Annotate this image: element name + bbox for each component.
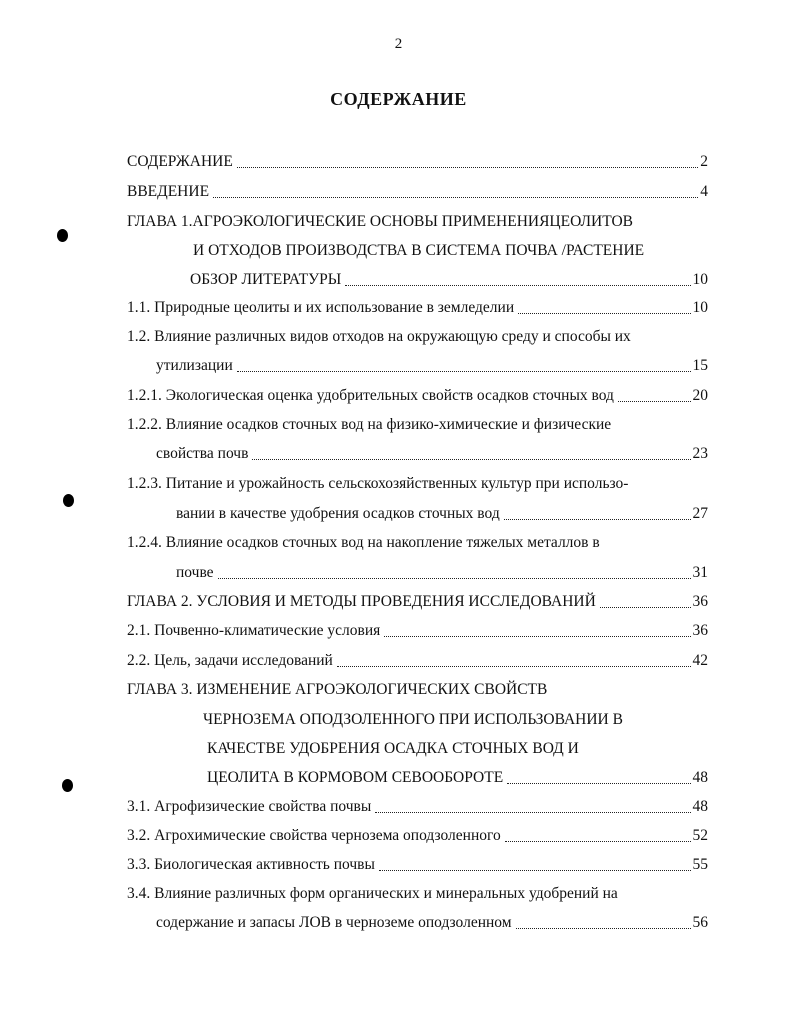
toc-leader-dots (218, 577, 691, 579)
toc-entry-text: 2.2. Цель, задачи исследований (127, 652, 333, 669)
toc-entry-text: СОДЕРЖАНИЕ (127, 153, 233, 170)
toc-entry-page: 10 (692, 271, 708, 288)
toc-entry[interactable] (127, 797, 708, 817)
toc-entry-text: ЧЕРНОЗЕМА ОПОДЗОЛЕННОГО ПРИ ИСПОЛЬЗОВАНИИ В (203, 711, 623, 728)
toc-entry[interactable] (156, 356, 708, 376)
toc-entry-page: 55 (692, 856, 708, 873)
toc-entry-text: 2.1. Почвенно-климатические условия (127, 622, 381, 639)
toc-entry-page: 15 (692, 357, 708, 374)
binding-hole-mark-middle (63, 494, 74, 507)
toc-entry-page: 20 (692, 387, 708, 404)
toc-entry-text: 3.4. Влияние различных форм органических и минеральных удобрений на (127, 885, 618, 902)
toc-entry-page: 48 (692, 769, 708, 786)
toc-entry[interactable] (127, 474, 727, 494)
toc-entry-page: 42 (692, 652, 708, 669)
toc-leader-dots (516, 927, 691, 929)
toc-entry-text: 1.2.3. Питание и урожайность сельскохозяйственных культур при использо- (127, 475, 629, 492)
toc-entry-text: 3.1. Агрофизические свойства почвы (127, 798, 372, 815)
toc-leader-dots (618, 400, 691, 402)
toc-entry-page: 23 (692, 445, 708, 462)
toc-leader-dots (507, 782, 690, 784)
page-title: СОДЕРЖАНИЕ (330, 89, 467, 109)
toc-entry-page: 48 (692, 798, 708, 815)
toc-entry[interactable] (207, 768, 708, 788)
toc-entry-text: 3.2. Агрохимические свойства чернозема оподзоленного (127, 827, 501, 844)
toc-leader-dots (600, 606, 691, 608)
toc-leader-dots (237, 370, 691, 372)
toc-entry-text: 3.3. Биологическая активность почвы (127, 856, 375, 873)
toc-entry[interactable] (176, 563, 708, 583)
toc-leader-dots (375, 811, 690, 813)
toc-entry-text: ВВЕДЕНИЕ (127, 183, 210, 200)
toc-entry[interactable] (127, 212, 727, 232)
toc-entry[interactable] (176, 504, 708, 524)
toc-entry-page: 36 (692, 593, 708, 610)
toc-entry-text: ОБЗОР ЛИТЕРАТУРЫ (190, 271, 342, 288)
toc-leader-dots (337, 665, 691, 667)
toc-entry-text: содержание и запасы ЛОВ в черноземе оподзоленном (156, 914, 512, 931)
toc-entry[interactable] (127, 386, 708, 406)
toc-entry[interactable] (127, 826, 708, 846)
toc-entry[interactable] (127, 680, 727, 700)
binding-hole-mark-top (57, 229, 68, 242)
toc-entry-page: 10 (692, 299, 708, 316)
toc-entry[interactable] (156, 913, 708, 933)
binding-hole-mark-bottom (62, 779, 73, 792)
toc-entry[interactable] (127, 327, 727, 347)
toc-entry-text: 1.2.1. Экологическая оценка удобрительных свойств осадков сточных вод (127, 387, 614, 404)
toc-entry-text: вании в качестве удобрения осадков сточных вод (176, 505, 500, 522)
toc-leader-dots (379, 869, 691, 871)
toc-entry-text: утилизации (156, 357, 233, 374)
toc-entry[interactable] (193, 241, 733, 261)
toc-entry-text: И ОТХОДОВ ПРОИЗВОДСТВА В СИСТЕМА ПОЧВА /РАСТЕНИЕ (193, 242, 645, 259)
toc-leader-dots (505, 840, 691, 842)
toc-leader-dots (345, 284, 690, 286)
toc-entry-text: ЦЕОЛИТА В КОРМОВОМ СЕВООБОРОТЕ (207, 769, 504, 786)
toc-entry-text: 1.2. Влияние различных видов отходов на окружающую среду и способы их (127, 328, 631, 345)
toc-leader-dots (518, 312, 690, 314)
toc-entry-text: ГЛАВА 3. ИЗМЕНЕНИЕ АГРОЭКОЛОГИЧЕСКИХ СВОЙСТВ (127, 681, 548, 698)
toc-entry[interactable] (127, 592, 708, 612)
page-number: 2 (394, 36, 403, 52)
toc-entry[interactable] (127, 621, 708, 641)
toc-entry[interactable] (156, 444, 708, 464)
toc-entry[interactable] (127, 415, 727, 435)
toc-entry-page: 2 (700, 153, 708, 170)
toc-entry-text: свойства почв (156, 445, 249, 462)
toc-entry-page: 31 (692, 564, 708, 581)
toc-entry-text: 1.1. Природные цеолиты и их использование в земледелии (127, 299, 515, 316)
toc-entry-text: почве (176, 564, 214, 581)
toc-entry[interactable] (127, 533, 727, 553)
toc-leader-dots (237, 166, 698, 168)
toc-entry-text: ГЛАВА 1.АГРОЭКОЛОГИЧЕСКИЕ ОСНОВЫ ПРИМЕНЕНИЯЦЕОЛИТОВ (127, 213, 634, 230)
toc-entry-page: 27 (692, 505, 708, 522)
toc-leader-dots (252, 458, 690, 460)
toc-entry[interactable] (203, 710, 723, 730)
toc-entry-page: 52 (692, 827, 708, 844)
toc-entry[interactable] (190, 270, 708, 290)
toc-entry-text: 1.2.2. Влияние осадков сточных вод на физико-химические и физические (127, 416, 612, 433)
toc-leader-dots (213, 196, 698, 198)
toc-leader-dots (384, 635, 690, 637)
toc-entry[interactable] (207, 739, 727, 759)
toc-entry[interactable] (127, 182, 708, 202)
toc-entry[interactable] (127, 855, 708, 875)
toc-leader-dots (504, 518, 691, 520)
toc-entry[interactable] (127, 298, 708, 318)
toc-entry-page: 36 (692, 622, 708, 639)
toc-entry-text: ГЛАВА 2. УСЛОВИЯ И МЕТОДЫ ПРОВЕДЕНИЯ ИССЛЕДОВАНИЙ (127, 593, 596, 610)
toc-entry[interactable] (127, 884, 727, 904)
toc-entry-text: КАЧЕСТВЕ УДОБРЕНИЯ ОСАДКА СТОЧНЫХ ВОД И (207, 740, 579, 757)
toc-entry-page: 4 (700, 183, 708, 200)
toc-entry[interactable] (127, 651, 708, 671)
toc-entry[interactable] (127, 152, 708, 172)
toc-entry-page: 56 (692, 914, 708, 931)
toc-entry-text: 1.2.4. Влияние осадков сточных вод на накопление тяжелых металлов в (127, 534, 600, 551)
